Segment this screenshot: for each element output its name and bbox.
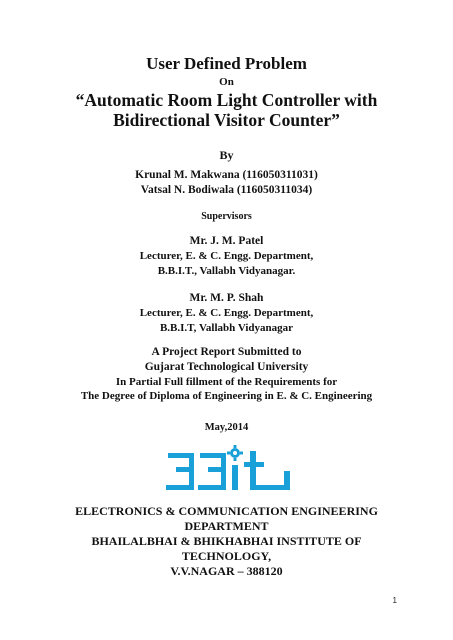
supervisors-heading: Supervisors (201, 211, 252, 222)
report-line-3: In Partial Full fillment of the Requirements for (115, 376, 338, 388)
project-title-line-2: Bidirectional Visitor Counter” (113, 110, 340, 130)
institute-line-5: V.V.NAGAR – 388120 (170, 564, 283, 578)
bbit-logo-mark (166, 445, 290, 490)
document-type: User Defined Problem (146, 54, 307, 73)
author-2: Vatsal N. Bodiwala (116050311034) (140, 184, 313, 196)
institute-line-1: ELECTRONICS & COMMUNICATION ENGINEERING (75, 504, 378, 518)
report-date: May,2014 (204, 422, 249, 433)
institute-line-2: DEPARTMENT (184, 519, 269, 533)
supervisor-2-title: Lecturer, E. & C. Engg. Department, (139, 307, 314, 319)
bbit-logo (166, 445, 294, 497)
project-title-line-1: “Automatic Room Light Controller with (75, 90, 378, 110)
institute-line-3: BHAILALBHAI & BHIKHABHAI INSTITUTE OF (91, 534, 362, 548)
supervisor-2-place: B.B.I.T, Vallabh Vidyanagar (159, 322, 294, 334)
by-label: By (219, 148, 234, 162)
report-line-4: The Degree of Diploma of Engineering in E. & C. Engineering (80, 390, 373, 402)
supervisor-1-place: B.B.I.T., Vallabh Vidyanagar. (157, 265, 296, 277)
supervisor-2-name: Mr. M. P. Shah (189, 292, 264, 304)
institute-line-4: TECHNOLOGY, (181, 549, 272, 563)
report-line-1: A Project Report Submitted to (151, 346, 302, 358)
supervisor-1-title: Lecturer, E. & C. Engg. Department, (139, 250, 314, 262)
page-number: 1 (392, 596, 397, 605)
report-line-2: Gujarat Technological University (144, 361, 309, 373)
supervisor-1-name: Mr. J. M. Patel (189, 235, 264, 247)
on-label: On (219, 76, 234, 88)
author-1: Krunal M. Makwana (116050311031) (135, 169, 318, 181)
